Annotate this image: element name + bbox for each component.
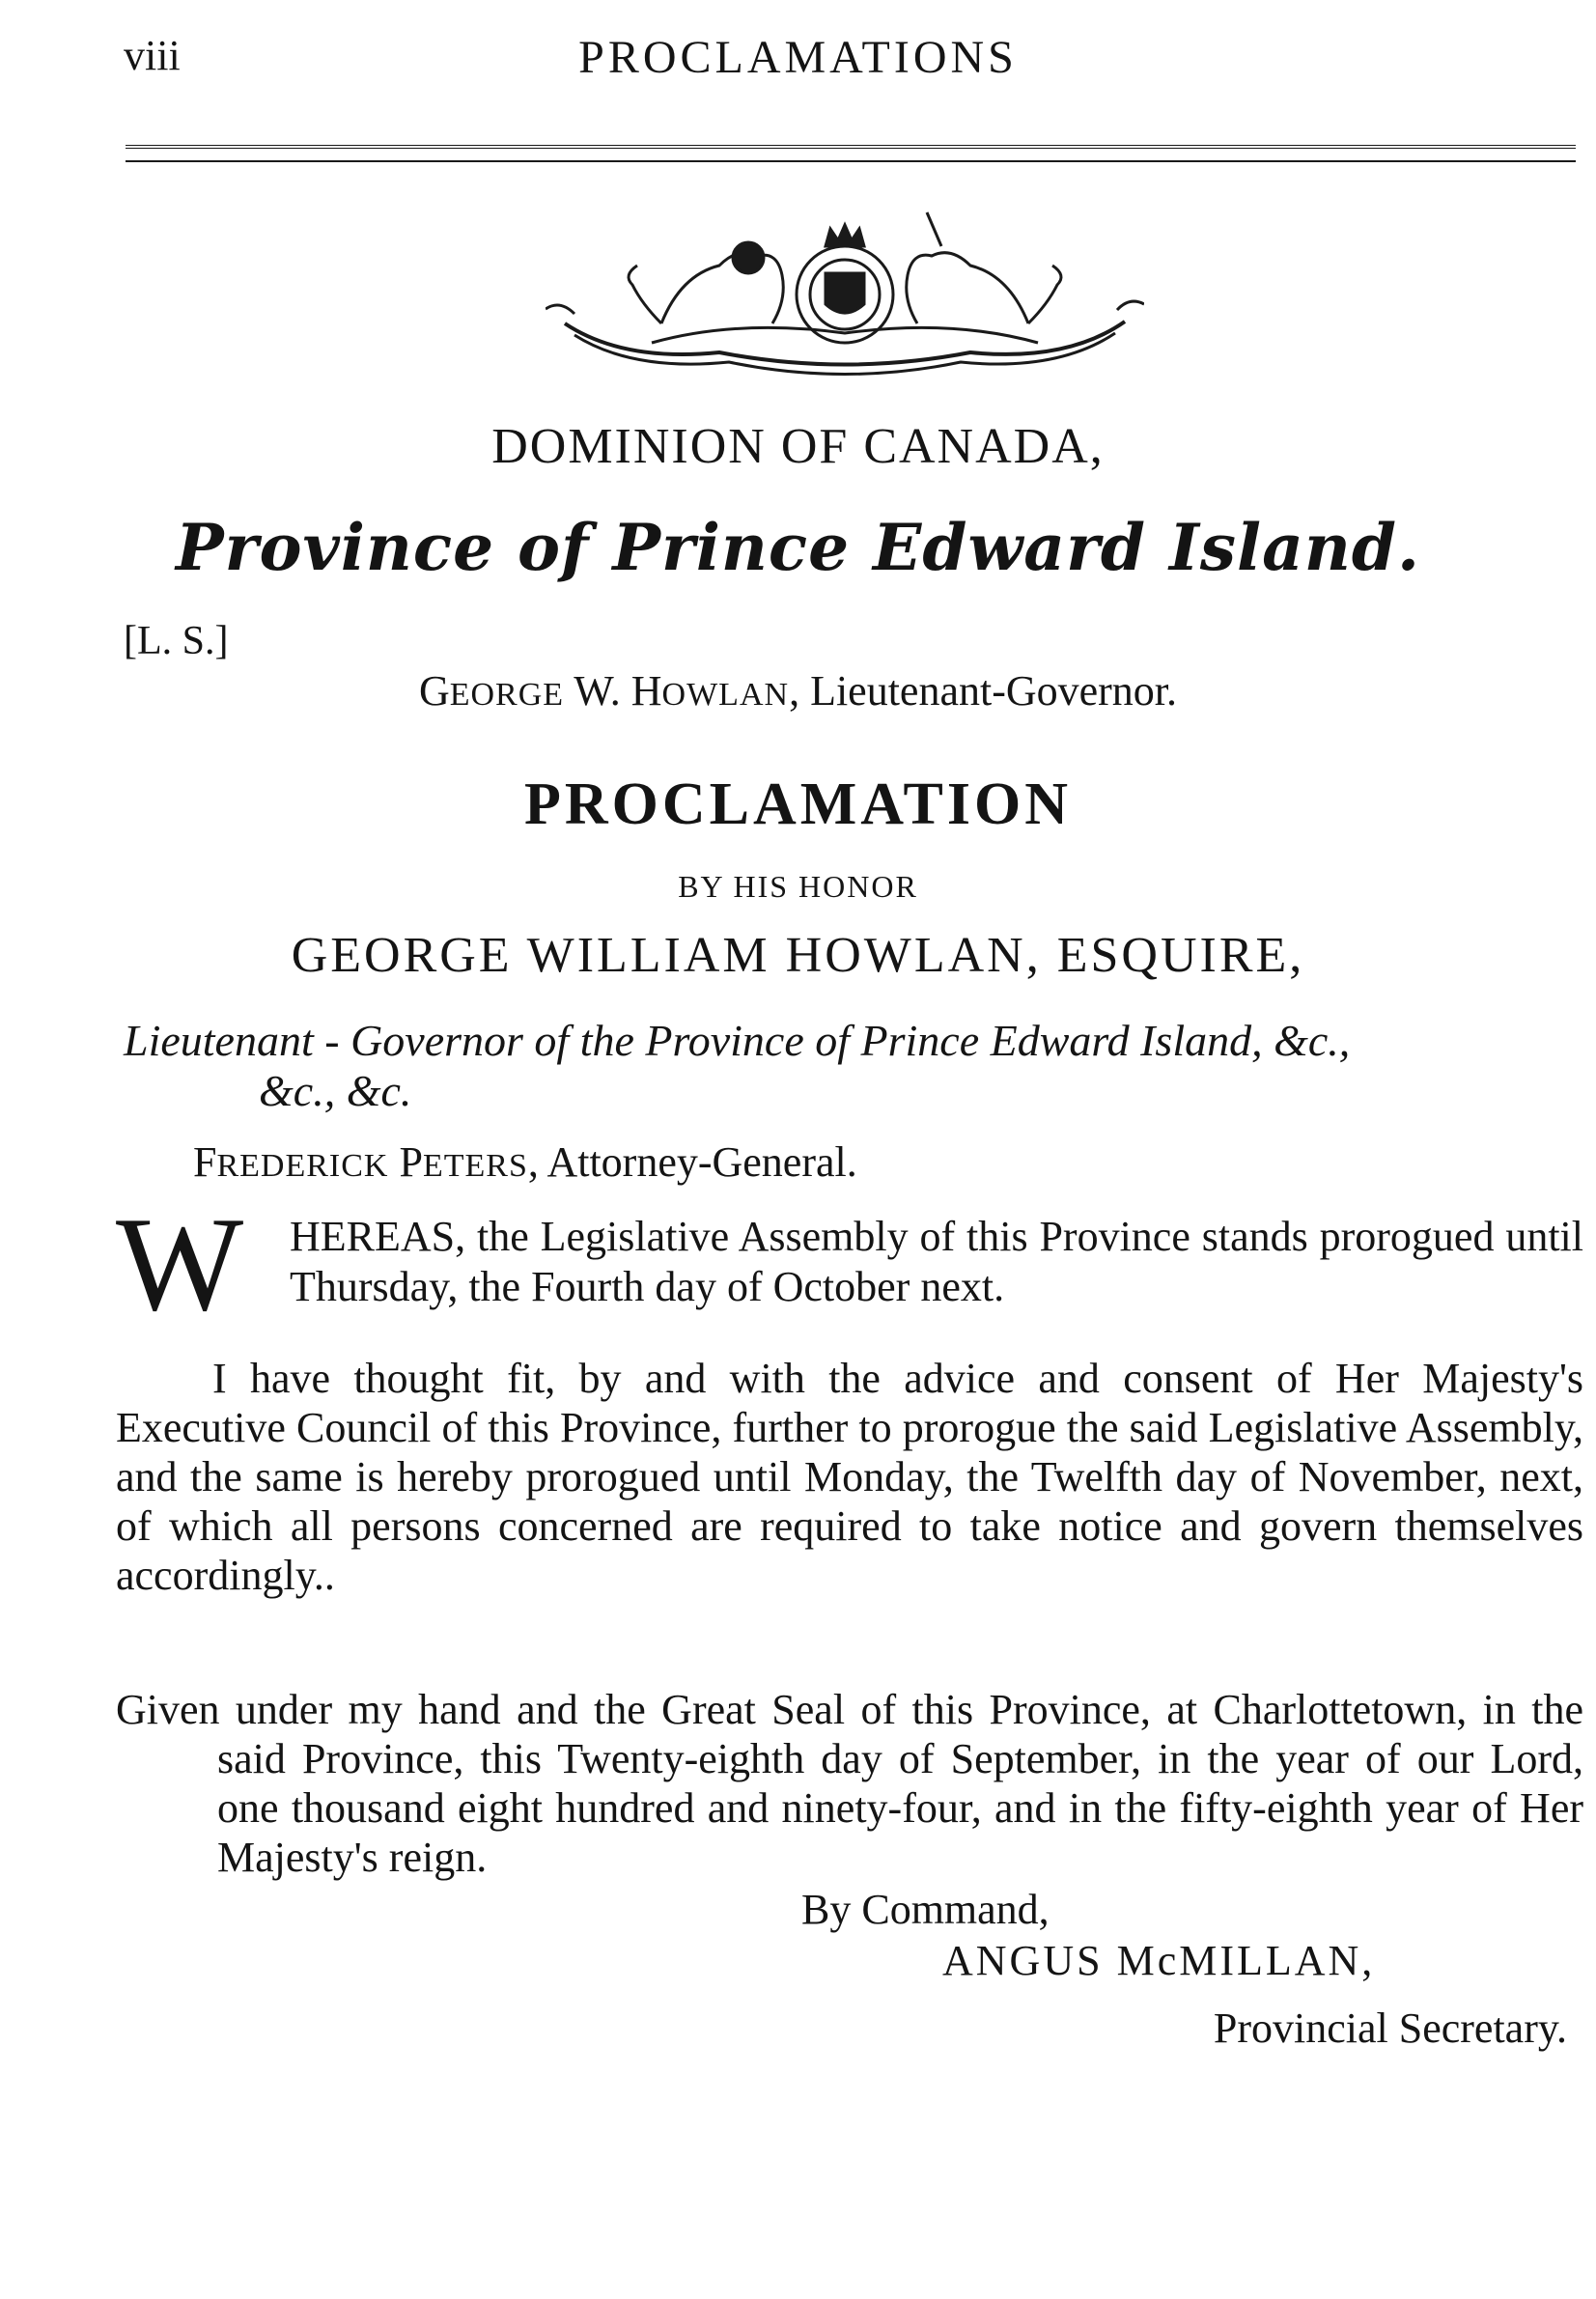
page-number: viii — [124, 32, 181, 79]
by-command: By Command, — [801, 1886, 1050, 1933]
attorney-title: , Attorney-General. — [527, 1138, 857, 1186]
whereas-dropcap: W — [116, 1190, 244, 1339]
signer-title: Provincial Secretary. — [1213, 2005, 1567, 2052]
honor-name: GEORGE WILLIAM HOWLAN, ESQUIRE, — [291, 928, 1305, 983]
header-rule-double — [126, 145, 1576, 154]
by-his-honor: BY HIS HONOR — [678, 869, 918, 904]
governor-name-rest: EORGE — [449, 677, 565, 713]
governor-line — [0, 666, 1596, 715]
governor-initial-g: G — [418, 667, 450, 715]
signer-name: ANGUS McMILLAN, — [942, 1937, 1376, 1984]
attorney-last-rest: ETERS — [422, 1148, 528, 1184]
seal-mark: [L. S.] — [124, 619, 229, 663]
attorney-initial-p: P — [388, 1138, 423, 1186]
running-title: PROCLAMATIONS — [578, 32, 1018, 83]
royal-coat-of-arms-icon — [546, 208, 1144, 377]
attorney-general-line — [193, 1137, 857, 1187]
governor-middle: W. H — [564, 667, 662, 715]
whereas-paragraph: HEREAS, the Legislative Assembly of this Province stands prorogued until Thursday, the Fourth day of October next. — [290, 1213, 1583, 1310]
lieutenant-governor-line — [124, 1016, 1572, 1116]
main-paragraph: I have thought fit, by and with the advice and consent of Her Majesty's Executive Council of this Province, further to prorogue the said Legislative Assembly, and the same is hereby prorogued until Monday, the Twelfth day of November, next, of which all persons concerned are required to take notice and govern themselves accordingly.. — [116, 1355, 1583, 1599]
governor-last-rest: OWLAN — [661, 677, 790, 713]
dominion-heading: DOMINION OF CANADA, — [491, 419, 1105, 474]
attorney-first-rest: REDERICK — [216, 1148, 389, 1184]
header-rule-single — [126, 160, 1576, 162]
governor-title: , Lieutenant-Governor. — [789, 667, 1178, 715]
given-paragraph: Given under my hand and the Great Seal of this Province, at Charlottetown, in the said Province, this Twenty-eighth day of September, in the year of our Lord, one thousand eight hundred and ninety-four, and in the fifty-eighth year of Her Majesty's reign. — [116, 1686, 1583, 1881]
province-heading: Province of Prince Edward Island. — [176, 510, 1420, 585]
lieutenant-governor-line-1: Lieutenant - Governor of the Province of Prince Edward Island, &c., — [124, 1016, 1351, 1065]
proclamation-title: PROCLAMATION — [524, 771, 1072, 837]
attorney-initial-f: F — [193, 1138, 217, 1186]
lieutenant-governor-line-2: &c., &c. — [259, 1066, 412, 1115]
